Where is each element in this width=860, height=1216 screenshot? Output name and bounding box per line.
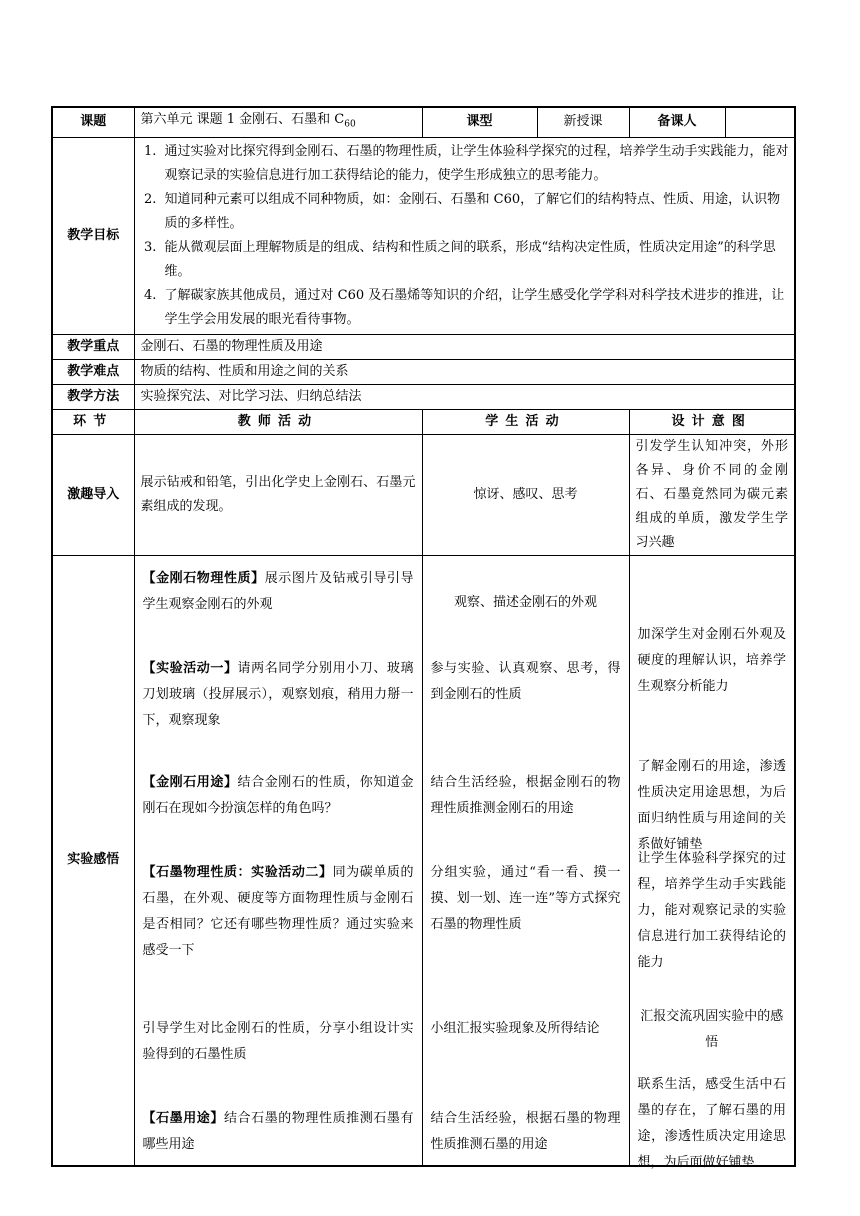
design-intent: 加深学生对金刚石外观及硬度的理解认识，培养学生观察分析能力: [637, 626, 787, 694]
key-points-value: 金刚石、石墨的物理性质及用途: [134, 334, 795, 359]
intro-row: [52, 434, 795, 555]
student-activity: 分组实验，通过“看一看、摸一摸、划一划、连一连”等方式探究石墨的物理性质: [430, 864, 621, 932]
key-points-row: [52, 334, 795, 359]
goal-item: 4. 了解碳家族其他成员，通过对 C60 及石墨烯等知识的介绍，让学生感受化学学科对科学技术进步的推进，让学生学会用发展的眼光看待事物。: [161, 284, 791, 332]
design-intent: 了解金刚石的用途，渗透性质决定用途思想，为后面归纳性质与用途间的关系做好铺垫: [637, 758, 787, 852]
student-activity: 参与实验、认真观察、思考，得到金刚石的性质: [430, 660, 621, 702]
teacher-activity: 引导学生对比金刚石的性质，分享小组设计实验得到的石墨性质: [142, 1020, 414, 1062]
methods-value: 实验探究法、对比学习法、归纳总结法: [134, 384, 795, 409]
difficulties-value: 物质的结构、性质和用途之间的关系: [134, 359, 795, 384]
design-intent: 联系生活，感受生活中石墨的存在，了解石墨的用途，渗透性质决定用途思想，为后面做好铺垫: [637, 1076, 787, 1170]
header-teacher: 教师活动: [134, 409, 422, 434]
goal-item: 3. 能从微观层面上理解物质是的组成、结构和性质之间的联系，形成“结构决定性质，性质决定用途”的科学思维。: [161, 236, 791, 284]
experiment-teacher: [134, 555, 422, 1166]
teacher-activity: 【金刚石物理性质】展示图片及钻戒引导引导学生观察金刚石的外观: [142, 570, 414, 612]
teacher-activity: 【石墨用途】结合石墨的物理性质推测石墨有哪些用途: [142, 1110, 414, 1152]
goal-item: 1. 通过实验对比探究得到金刚石、石墨的物理性质，让学生体验科学探究的过程，培养学生动手实践能力，能对观察记录的实验信息进行加工获得结论的能力，使学生形成独立的思考能力。: [161, 140, 791, 188]
teacher-activity: 【实验活动一】请两名同学分别用小刀、玻璃刀划玻璃（投屏展示），观察划痕，稍用力掰一下，观察现象: [142, 660, 414, 728]
experiment-design: [629, 555, 795, 1170]
activity-header-row: [52, 409, 795, 434]
experiment-student: [422, 555, 629, 1166]
methods-row: [52, 384, 795, 409]
student-activity: 观察、描述金刚石的外观: [454, 594, 598, 610]
goals-label: 教学目标: [52, 137, 134, 334]
methods-label: 教学方法: [52, 384, 134, 409]
lesson-title: 第六单元 课题 1 金刚石、石墨和 $C_{60}$: [134, 107, 422, 137]
intro-teacher: 展示钻戒和铅笔，引出化学史上金刚石、石墨元素组成的发现。: [134, 434, 422, 555]
intro-design: 引发学生认知冲突，外形各异、身价不同的金刚石、石墨竟然同为碳元素组成的单质，激发学生学习兴趣: [629, 434, 795, 555]
teacher-activity: 【石墨物理性质：实验活动二】同为碳单质的石墨，在外观、硬度等方面物理性质与金刚石是否相同？它还有哪些物理性质？通过实验来感受一下: [142, 864, 414, 958]
header-student: 学生活动: [422, 409, 629, 434]
goals-content: [134, 137, 795, 334]
goal-item: 2. 知道同种元素可以组成不同种物质，如：金刚石、石墨和 C60，了解它们的结构特点、性质、用途，认识物质的多样性。: [161, 188, 791, 236]
experiment-stage: 实验感悟: [52, 555, 134, 1166]
experiment-row: [52, 555, 795, 1166]
author-value: [725, 107, 795, 137]
design-intent: 让学生体验科学探究的过程，培养学生动手实践能力，能对观察记录的实验信息进行加工获得结论的能力: [637, 850, 787, 970]
intro-student: 惊讶、感叹、思考: [422, 434, 629, 555]
design-intent: 汇报交流巩固实验中的感悟: [640, 1008, 784, 1050]
difficulties-row: [52, 359, 795, 384]
header-design: 设计意图: [629, 409, 795, 434]
lesson-info-row: [52, 107, 795, 137]
lesson-type-value: 新授课: [537, 107, 629, 137]
student-activity: 小组汇报实验现象及所得结论: [430, 1020, 600, 1036]
author-label: 备课人: [629, 107, 725, 137]
teacher-activity: 【金刚石用途】结合金刚石的性质，你知道金刚石在现如今扮演怎样的角色吗？: [142, 774, 414, 816]
key-points-label: 教学重点: [52, 334, 134, 359]
difficulties-label: 教学难点: [52, 359, 134, 384]
goals-list: [139, 138, 791, 334]
intro-stage: 激趣导入: [52, 434, 134, 555]
student-activity: 结合生活经验，根据石墨的物理性质推测石墨的用途: [430, 1110, 621, 1152]
lesson-label: 课题: [52, 107, 134, 137]
header-stage: 环节: [52, 409, 134, 434]
student-activity: 结合生活经验，根据金刚石的物理性质推测金刚石的用途: [430, 774, 621, 816]
lesson-plan-table: [51, 106, 796, 1170]
goals-row: [52, 137, 795, 334]
lesson-type-label: 课型: [422, 107, 537, 137]
